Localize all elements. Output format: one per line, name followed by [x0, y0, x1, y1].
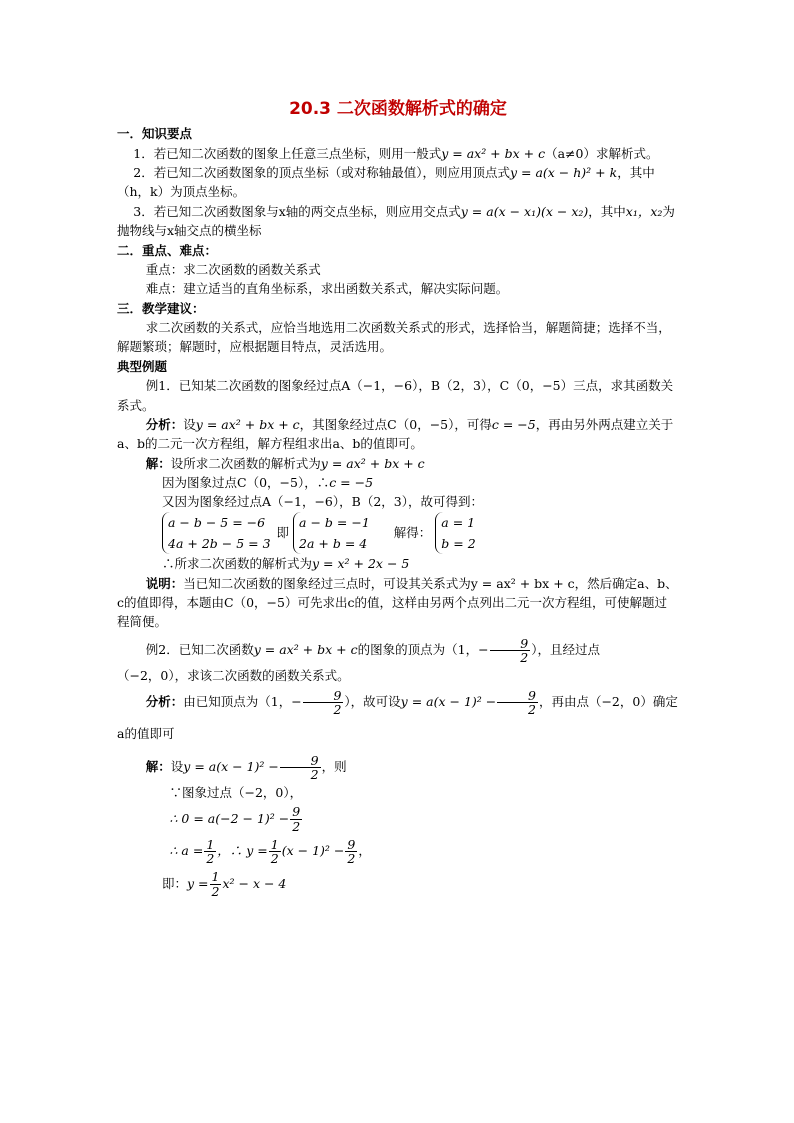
example-2-analysis: 分析：由已知顶点为（1，− $\frac{9}{2}$ ），故可设y = a(x − 1)² − $\frac{9}{2}$ ，再由点（−2，0）确定a的值即可 — [117, 687, 678, 742]
example-1-analysis: 分析：设y = ax² + bx + c，其图象经过点C（0，−5），可得c = −5，再由另外两点建立关于a、b的二元一次方程组，解方程组求出a、b的值即可。 — [117, 416, 674, 452]
example-2-solution-line-2: ∵图象过点（−2，0）， — [169, 785, 303, 801]
example-2-solution-line-3: ∴ 0 = a(−2 − 1)² − $\frac{9}{2}$ — [169, 804, 301, 834]
word-jiede: 解得： — [393, 525, 432, 541]
section-heading-knowledge: 一．知识要点 — [117, 126, 193, 142]
difficult-point: 难点：建立适当的直角坐标系，求出函数关系式，解决实际问题。 — [145, 281, 509, 297]
example-1-question: 例1．已知某二次函数的图象经过点A（−1，−6），B（2，3），C（0，−5）三点，求其函数关系式。 — [117, 378, 674, 413]
fraction-one-half: $\frac{1}{2}$ — [206, 836, 215, 867]
knowledge-point-3: 3．若已知二次函数图象与x轴的两交点坐标，则应用交点式y = a(x − x₁)(x − x₂)，其中x₁，x₂为抛物线与x轴交点的横坐标 — [117, 203, 675, 239]
document-page — [117, 96, 679, 900]
equation-system-original: a − b − 5 = −6 4a + 2b − 5 = 3 — [162, 512, 271, 555]
word-ji: 即 — [276, 525, 290, 541]
example-1-result: ∴所求二次函数的解析式为y = x² + 2x − 5 — [162, 556, 410, 572]
section-heading-teaching: 三．教学建议： — [117, 300, 205, 316]
teaching-suggestion: 求二次函数的关系式，应恰当地选用二次函数关系式的形式，选择恰当，解题简捷；选择不当，解题繁琐；解题时，应根据题目特点，灵活选用。 — [117, 320, 671, 355]
key-point: 重点：求二次函数的函数关系式 — [145, 261, 321, 277]
fraction-nine-halves: $\frac{9}{2}$ — [490, 637, 531, 664]
equation-system-solution: a = 1 b = 2 — [435, 512, 475, 555]
example-1-solution-line-1: 解：设所求二次函数的解析式为y = ax² + bx + c — [145, 455, 425, 471]
fraction-one-half: $\frac{1}{2}$ — [211, 869, 220, 899]
example-1-solution-line-3: 又因为图象经过点A（−1，−6），B（2，3），故可得到： — [162, 494, 483, 510]
page-title: 20.3 二次函数解析式的确定 — [289, 99, 507, 119]
fraction-nine-halves: $\frac{9}{2}$ — [280, 754, 321, 781]
section-heading-key-points: 二．重点、难点： — [117, 242, 218, 258]
example-2-solution-line-4: ∴ a = $\frac{1}{2}$ ，∴ y = $\frac{1}{2}$ (x − 1)² − $\frac{9}{2}$ ， — [169, 836, 371, 867]
example-1-note: 说明：当已知二次函数的图象经过三点时，可设其关系式为y = ax² + bx + c，然后确定a、b、c的值即得，本题由C（0，−5）可先求出c的值，这样由另两个点列出二元一次方程组，可使解题过程简便。 — [117, 575, 678, 630]
fraction-nine-halves: $\frac{9}{2}$ — [497, 689, 538, 716]
example-2-result: 即：y = $\frac{1}{2}$ x² − x − 4 — [162, 869, 287, 899]
example-1-solution-line-2: 因为图象过点C（0，−5），∴c = −5 — [162, 475, 374, 491]
knowledge-point-2: 2．若已知二次函数图象的顶点坐标（或对称轴最值），则应用顶点式y = a(x − h)² + k，其中（h，k）为顶点坐标。 — [117, 165, 655, 200]
fraction-nine-halves: $\frac{9}{2}$ — [292, 804, 301, 834]
equation-system-simplified: a − b = −1 2a + b = 4 — [293, 512, 370, 555]
fraction-one-half: $\frac{1}{2}$ — [270, 836, 279, 867]
fraction-nine-halves: $\frac{9}{2}$ — [347, 836, 356, 867]
example-1-equation-systems — [117, 512, 679, 555]
knowledge-point-1: 1．若已知二次函数的图象上任意三点坐标，则用一般式y = ax² + bx + c（a≠0）求解析式。 — [133, 145, 659, 161]
example-2-solution-line-1: 解：设y = a(x − 1)² − $\frac{9}{2}$ ，则 — [145, 752, 347, 782]
example-2-question-cont: （−2，0），求该二次函数的函数关系式。 — [117, 668, 350, 684]
example-2-question: 例2．已知二次函数y = ax² + bx + c的图象的顶点为（1，− $\frac{9}{2}$ ），且经过点 — [145, 635, 601, 665]
section-heading-examples: 典型例题 — [117, 358, 168, 374]
fraction-nine-halves: $\frac{9}{2}$ — [303, 689, 344, 716]
